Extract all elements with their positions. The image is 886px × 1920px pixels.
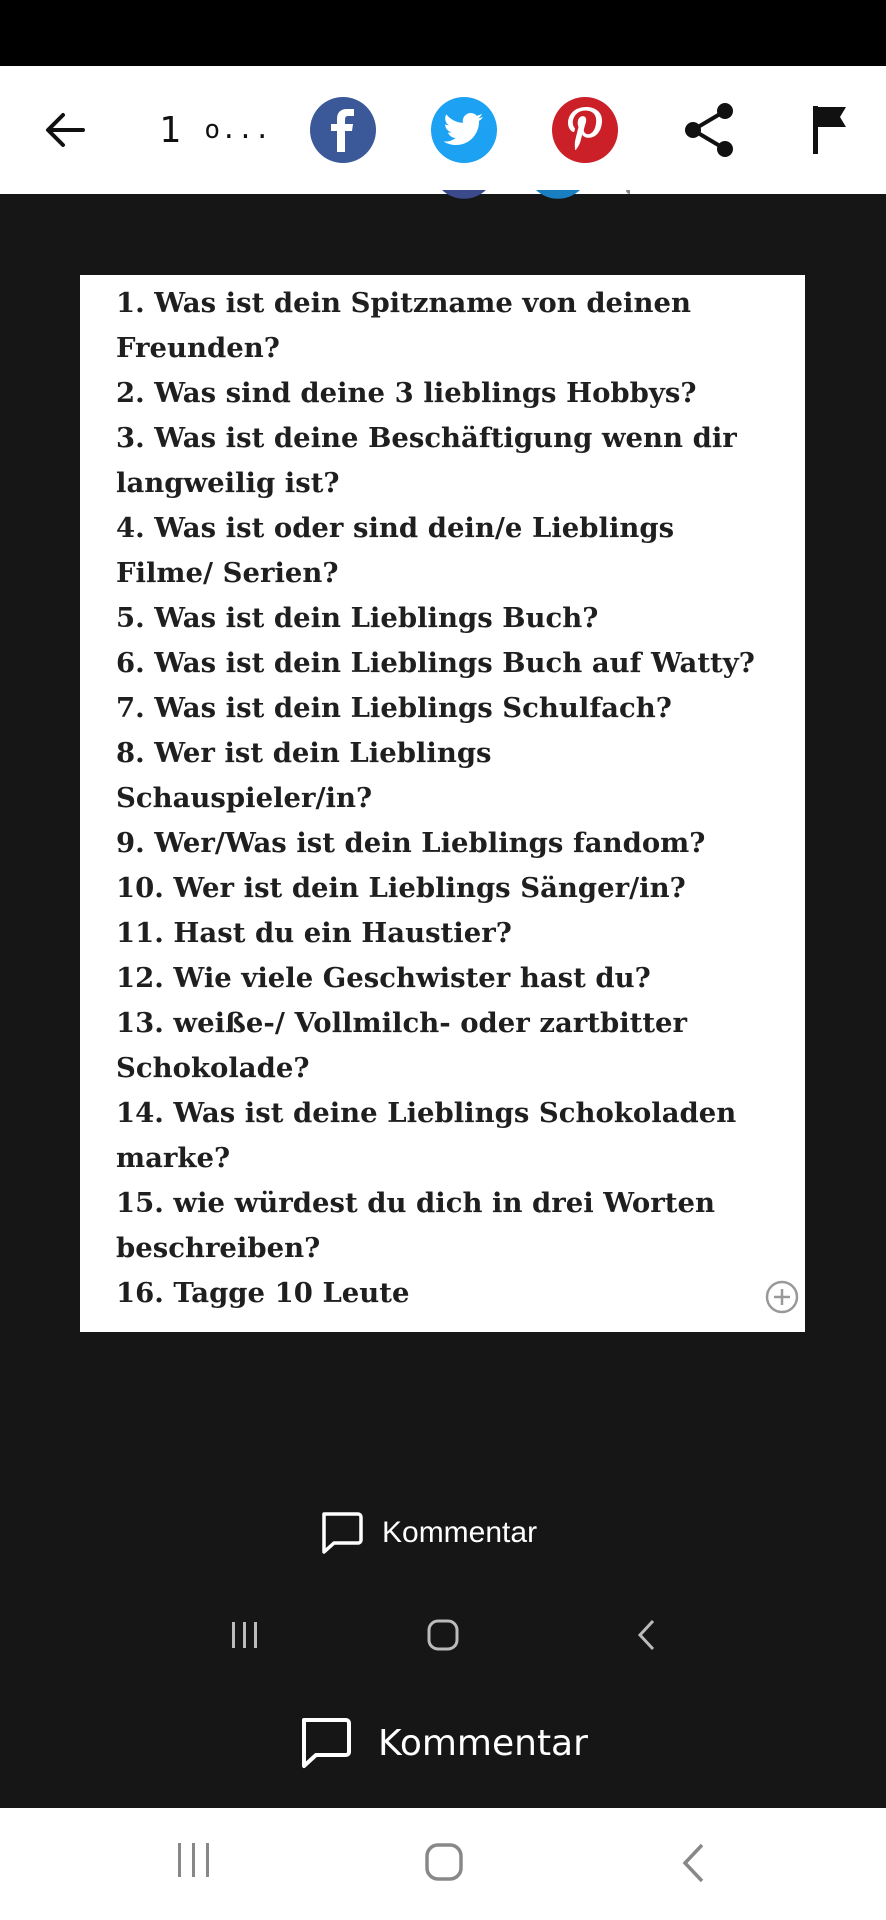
add-circle-icon[interactable]: [765, 1280, 799, 1314]
status-bar: [0, 0, 886, 66]
question-line: 1. Was ist dein Spitzname von deinen: [116, 287, 691, 319]
question-line: Filme/ Serien?: [116, 557, 339, 589]
share-icon: [681, 101, 739, 159]
counter-main: 1: [159, 109, 182, 151]
question-line: 6. Was ist dein Lieblings Buch auf Watty?: [116, 647, 755, 679]
question-card: [80, 275, 805, 1332]
view-counter: [155, 66, 275, 194]
arrow-left-icon: [43, 108, 87, 152]
question-line: Freunden?: [116, 332, 280, 364]
home-button[interactable]: [418, 1610, 468, 1660]
question-line: beschreiben?: [116, 1232, 321, 1264]
facebook-share-button[interactable]: [310, 66, 376, 194]
pinterest-share-button[interactable]: [552, 66, 618, 194]
comment-label: Kommentar: [378, 1722, 588, 1764]
share-button[interactable]: [675, 66, 745, 194]
comment-button[interactable]: [298, 1716, 588, 1770]
question-line: 16. Tagge 10 Leute: [116, 1277, 410, 1309]
question-line: Schokolade?: [116, 1052, 310, 1084]
comment-label: Kommentar: [382, 1516, 538, 1549]
recent-apps-icon: [230, 1621, 260, 1649]
system-nav-bar: [0, 1808, 886, 1920]
share-toolbar: [0, 66, 886, 194]
chevron-left-icon: [635, 1618, 659, 1652]
facebook-icon: [310, 97, 376, 163]
comment-icon: [318, 1510, 364, 1556]
twitter-icon: [431, 97, 497, 163]
counter-sub: o...: [204, 115, 271, 145]
question-line: 3. Was ist deine Beschäftigung wenn dir: [116, 422, 737, 454]
recent-apps-icon: [176, 1842, 212, 1878]
nav-bar-inner: [0, 1610, 886, 1660]
question-line: 7. Was ist dein Lieblings Schulfach?: [116, 692, 672, 724]
question-line: marke?: [116, 1142, 231, 1174]
flag-icon: [810, 104, 850, 156]
question-line: 13. weiße-/ Vollmilch- oder zartbitter: [116, 1007, 688, 1039]
question-line: 8. Wer ist dein Lieblings: [116, 737, 492, 769]
scrolled-share-icons: [430, 190, 630, 204]
recent-apps-button[interactable]: [220, 1610, 270, 1660]
twitter-share-button[interactable]: [431, 66, 497, 194]
question-line: 14. Was ist deine Lieblings Schokoladen: [116, 1097, 737, 1129]
back-nav-button[interactable]: [680, 1842, 708, 1889]
question-line: Schauspieler/in?: [116, 782, 373, 814]
recent-apps-button[interactable]: [176, 1842, 212, 1883]
comment-icon: [298, 1716, 352, 1770]
question-line: 12. Wie viele Geschwister hast du?: [116, 962, 651, 994]
comment-button-inner[interactable]: [318, 1510, 537, 1556]
back-button[interactable]: [30, 66, 100, 194]
question-list: [116, 281, 785, 1316]
chevron-left-icon: [680, 1842, 708, 1884]
question-line: 5. Was ist dein Lieblings Buch?: [116, 602, 599, 634]
home-icon: [424, 1842, 464, 1882]
question-line: 11. Hast du ein Haustier?: [116, 917, 512, 949]
question-line: 15. wie würdest du dich in drei Worten: [116, 1187, 715, 1219]
question-line: 10. Wer ist dein Lieblings Sänger/in?: [116, 872, 686, 904]
report-flag-button[interactable]: [800, 66, 860, 194]
question-line: 4. Was ist oder sind dein/e Lieblings: [116, 512, 675, 544]
question-line: 2. Was sind deine 3 lieblings Hobbys?: [116, 377, 697, 409]
pinterest-icon: [552, 97, 618, 163]
question-line: 9. Wer/Was ist dein Lieblings fandom?: [116, 827, 706, 859]
home-button[interactable]: [424, 1842, 464, 1887]
back-nav-button[interactable]: [622, 1610, 672, 1660]
home-icon: [426, 1618, 460, 1652]
question-line: langweilig ist?: [116, 467, 340, 499]
